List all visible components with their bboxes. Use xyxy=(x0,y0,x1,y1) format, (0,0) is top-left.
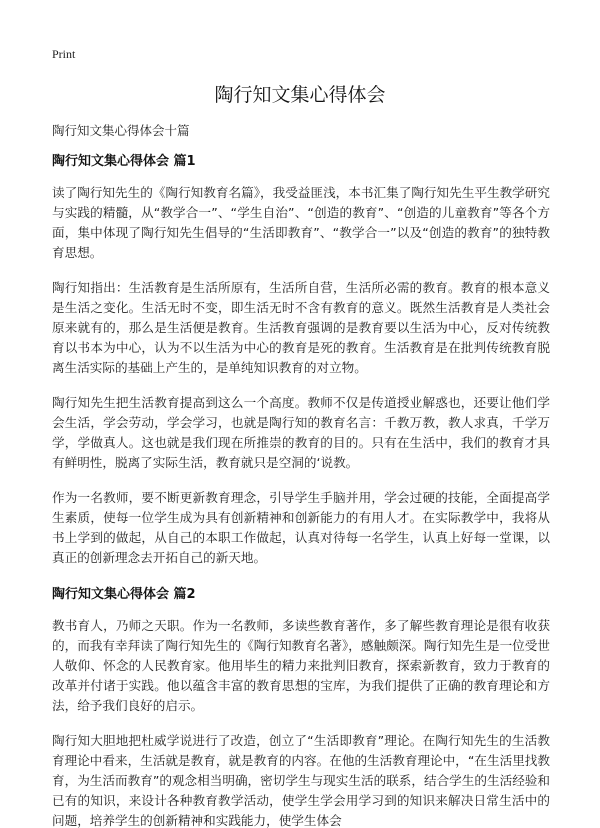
paragraph: 陶行知先生把生活教育提高到这么一个高度。教师不仅是传道授业解惑也，还要让他们学会生活，学会劳动，学会学习，也就是陶行知的教育名言：千教万教，教人求真，千学万学，学做真人。这也就是我们现在所推崇的教育的目的。只有在生活中，我们的教育才具有鲜明性，脱离了实际生活，教育就只是空洞的‘说教。 xyxy=(52,395,550,470)
section xyxy=(52,583,550,828)
document-subtitle: 陶行知文集心得体会十篇 xyxy=(52,123,190,138)
paragraph: 教书育人，乃师之天职。作为一名教师，多读些教育著作，多了解些教育理论是很有收获的，而我有幸拜读了陶行知先生的《陶行知教育名著》，感触颇深。陶行知先生是一位受世人敬仰、怀念的人民教育家。他用毕生的精力来批判旧教育，探索新教育，致力于教育的改革并付诸于实践。他以蕴含丰富的教育思想的宝库，为我们提供了正确的教育理论和方法，给予我们良好的启示。 xyxy=(52,618,550,713)
section-heading: 陶行知文集心得体会 篇2 xyxy=(52,587,196,602)
page-title: 陶行知文集心得体会 xyxy=(214,84,386,106)
paragraph: 陶行知指出：生活教育是生活所原有，生活所自营，生活所必需的教育。教育的根本意义是生活之变化。生活无时不变，即生活无时不含有教育的意义。既然生活教育是人类社会原来就有的，那么是生活便是教育。生活教育强调的是教育要以生活为中心，反对传统教育以书本为中心，认为不以生活为中心的教育是死的教育。生活教育是在批判传统教育脱离生活实际的基础上产生的，是单纯知识教育的对立物。 xyxy=(52,280,550,375)
paragraph: 作为一名教师，要不断更新教育理念，引导学生手脑并用，学会过硬的技能，全面提高学生素质，使每一位学生成为具有创新精神和创新能力的有用人才。在实际教学中，我将从书上学到的做起，从自己的本职工作做起，认真对待每一名学生，认真上好每一堂课，以真正的创新理念去开拓自己的新天地。 xyxy=(52,490,550,565)
print-link[interactable]: Print xyxy=(52,47,76,61)
paragraph: 读了陶行知先生的《陶行知教育名篇》，我受益匪浅，本书汇集了陶行知先生平生教学研究与实践的精髓，从“教学合一”、“学生自治”、“创造的教育”、“创造的儿童教育”等各个方面，集中体现了陶行知先生倡导的“生活即教育”、“教学合一”以及“创造的教育”的独特教育思想。 xyxy=(52,185,550,260)
section xyxy=(52,150,550,568)
document-body xyxy=(52,150,550,828)
paragraph: 陶行知大胆地把杜威学说进行了改造，创立了“生活即教育”理论。在陶行知先生的生活教育理论中看来，生活就是教育，就是教育的内容。在他的生活教育理论中，“在生活里找教育，为生活而教育”的观念相当明确，密切学生与现实生活的联系，结合学生的生活经验和已有的知识，来设计各种教育教学活动，使学生学会用学习到的知识来解决日常生活中的问题，培养学生的创新精神和实践能力，使学生体会 xyxy=(52,733,550,828)
section-heading: 陶行知文集心得体会 篇1 xyxy=(52,154,196,169)
